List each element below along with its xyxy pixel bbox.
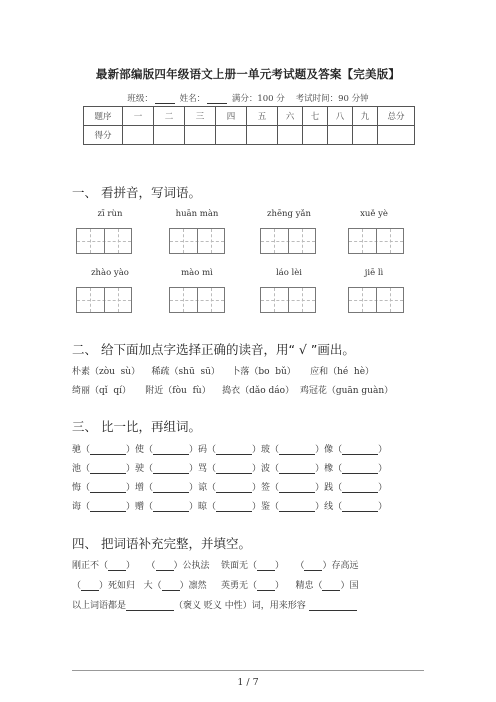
pinyin-label: huān màn <box>175 209 219 219</box>
answer-blank[interactable] <box>81 581 99 591</box>
table-cell: 二 <box>154 107 185 126</box>
score-table-row <box>84 126 415 145</box>
answer-blank[interactable] <box>162 581 180 591</box>
pinyin-label: zhēng yǎn <box>267 209 311 219</box>
pinyin-label: xuě yè <box>360 209 388 219</box>
answer-blank[interactable] <box>216 445 252 455</box>
writing-grid[interactable] <box>260 287 316 313</box>
writing-grid[interactable] <box>76 287 132 313</box>
exam-time: 考试时间：90 分钟 <box>295 94 369 104</box>
idiom-text: ） <box>274 581 284 591</box>
compare-text: ） <box>378 464 388 474</box>
idiom-text: 大（ <box>143 581 162 591</box>
compare-text: ）增（ <box>126 483 154 493</box>
answer-blank[interactable] <box>90 483 126 493</box>
score-cell[interactable] <box>247 126 278 145</box>
compare-text: 诲（ <box>72 502 91 512</box>
compare-text: ）签（ <box>252 483 280 493</box>
compare-row <box>72 480 387 493</box>
table-cell: 五 <box>247 107 278 126</box>
answer-blank[interactable] <box>153 445 189 455</box>
idiom-text: ） <box>126 561 136 571</box>
exam-info <box>0 92 496 104</box>
compare-text: ）驶（ <box>126 464 154 474</box>
answer-blank[interactable] <box>257 581 275 591</box>
writing-grid[interactable] <box>76 228 132 254</box>
compare-text: 驰（ <box>72 445 91 455</box>
compare-row <box>72 442 387 455</box>
answer-blank[interactable] <box>153 464 189 474</box>
writing-grid[interactable] <box>348 228 404 254</box>
name-label: 姓名： <box>179 94 206 104</box>
answer-blank[interactable] <box>279 464 315 474</box>
table-cell: 一 <box>123 107 154 126</box>
page-number: 1 / 7 <box>237 677 259 688</box>
idiom-text: ）存高远 <box>322 561 359 571</box>
answer-blank[interactable] <box>108 561 126 571</box>
answer-blank[interactable] <box>304 561 322 571</box>
answer-blank[interactable] <box>342 483 378 493</box>
idiom-text: 刚正不（ <box>72 561 109 571</box>
table-cell: 七 <box>303 107 328 126</box>
compare-text: ）波（ <box>252 464 280 474</box>
idiom-text: ）公执法 <box>173 561 210 571</box>
answer-blank[interactable] <box>90 464 126 474</box>
answer-blank[interactable] <box>126 601 174 611</box>
answer-blank[interactable] <box>153 502 189 512</box>
idiom-text: 精忠（ <box>295 581 323 591</box>
idiom-text: （ <box>146 561 156 571</box>
answer-blank[interactable] <box>216 464 252 474</box>
class-blank <box>155 95 175 104</box>
score-cell[interactable] <box>278 126 303 145</box>
answer-blank[interactable] <box>279 445 315 455</box>
compare-text: ）骂（ <box>189 464 217 474</box>
compare-text: ）使（ <box>126 445 154 455</box>
answer-blank[interactable] <box>342 464 378 474</box>
score-cell[interactable] <box>353 126 378 145</box>
score-cell[interactable] <box>378 126 415 145</box>
idiom-text: 铁面无（ <box>220 561 257 571</box>
class-label: 班级： <box>127 94 153 104</box>
idiom-text: （ <box>295 561 305 571</box>
score-table <box>83 106 415 145</box>
compare-text: 悔（ <box>72 483 91 493</box>
document-title: 最新部编版四年级语文上册一单元考试题及答案【完美版】 <box>95 67 401 81</box>
idiom-text: ）死如归 <box>99 581 136 591</box>
pinyin-label: mào mì <box>181 268 213 278</box>
compare-text: ）谅（ <box>189 483 217 493</box>
idiom-row <box>72 598 357 611</box>
answer-blank[interactable] <box>342 445 378 455</box>
score-cell[interactable] <box>154 126 185 145</box>
compare-text: ）码（ <box>189 445 217 455</box>
compare-text: ）晾（ <box>189 502 217 512</box>
score-cell[interactable] <box>216 126 247 145</box>
table-cell: 得分 <box>84 126 123 145</box>
compare-text: ）赠（ <box>126 502 154 512</box>
idiom-text: 英勇无（ <box>220 581 257 591</box>
compare-text: ）橡（ <box>315 464 343 474</box>
writing-grid[interactable] <box>348 287 404 313</box>
section-1-title: 一、 看拼音，写词语。 <box>72 185 201 200</box>
compare-row <box>72 499 387 512</box>
answer-blank[interactable] <box>279 483 315 493</box>
answer-blank[interactable] <box>279 502 315 512</box>
compare-text: ）玻（ <box>252 445 280 455</box>
compare-text: ） <box>378 483 388 493</box>
writing-grid[interactable] <box>169 287 225 313</box>
score-table-header <box>84 107 415 126</box>
answer-blank[interactable] <box>153 483 189 493</box>
compare-text: 池（ <box>72 464 91 474</box>
table-cell: 九 <box>353 107 378 126</box>
idiom-text: ） <box>274 561 284 571</box>
table-cell: 四 <box>216 107 247 126</box>
answer-blank[interactable] <box>342 502 378 512</box>
answer-blank[interactable] <box>257 561 275 571</box>
section-4-title: 四、 把词语补充完整，并填空。 <box>72 536 251 551</box>
section-2-title: 二、 给下面加点字选择正确的读音，用“ √ ”画出。 <box>72 342 355 357</box>
table-cell: 三 <box>185 107 216 126</box>
score-cell[interactable] <box>123 126 154 145</box>
section-3-title: 三、 比一比，再组词。 <box>72 419 201 434</box>
answer-blank[interactable] <box>90 445 126 455</box>
compare-text: ） <box>378 445 388 455</box>
writing-grid[interactable] <box>260 228 316 254</box>
idiom-text: ）凛然 <box>179 581 207 591</box>
footer-divider <box>72 670 424 671</box>
name-blank <box>207 95 227 104</box>
writing-grid[interactable] <box>169 228 225 254</box>
idiom-row <box>72 578 358 591</box>
idiom-text: 以上词语都是 <box>72 601 127 611</box>
score-cell[interactable] <box>328 126 353 145</box>
pinyin-label: zhào yào <box>91 268 129 278</box>
compare-text: ）鉴（ <box>252 502 280 512</box>
full-score: 满分：100 分 <box>231 94 285 104</box>
pinyin-label: jiē lì <box>364 268 384 278</box>
idiom-text: （ <box>72 581 82 591</box>
table-cell: 六 <box>278 107 303 126</box>
table-cell: 总分 <box>378 107 415 126</box>
pinyin-label: láo lèi <box>275 268 303 278</box>
answer-blank[interactable] <box>309 601 357 611</box>
answer-blank[interactable] <box>216 483 252 493</box>
pinyin-label: zī rùn <box>97 209 123 219</box>
pronunciation-row: 朴素（zòu sù） 稀疏（shū sū） 卜落（bo bǔ） 应和（hé hè） <box>72 367 375 377</box>
compare-text: ）像（ <box>315 445 343 455</box>
answer-blank[interactable] <box>156 561 174 571</box>
score-cell[interactable] <box>185 126 216 145</box>
compare-text: ）践（ <box>315 483 343 493</box>
score-cell[interactable] <box>303 126 328 145</box>
answer-blank[interactable] <box>216 502 252 512</box>
compare-row <box>72 461 387 474</box>
compare-text: ） <box>378 502 388 512</box>
answer-blank[interactable] <box>322 581 340 591</box>
compare-text: ）线（ <box>315 502 343 512</box>
pronunciation-row: 绮丽（qǐ qí） 附近（fòu fù） 捣衣（dǎo dáo） 鸡冠花（guān guàn） <box>72 386 394 396</box>
idiom-row <box>72 558 358 571</box>
table-cell: 题序 <box>84 107 123 126</box>
answer-blank[interactable] <box>90 502 126 512</box>
idiom-text: （褒义 贬义 中性）词，用来形容 <box>174 601 306 611</box>
table-cell: 八 <box>328 107 353 126</box>
idiom-text: ）国 <box>340 581 359 591</box>
